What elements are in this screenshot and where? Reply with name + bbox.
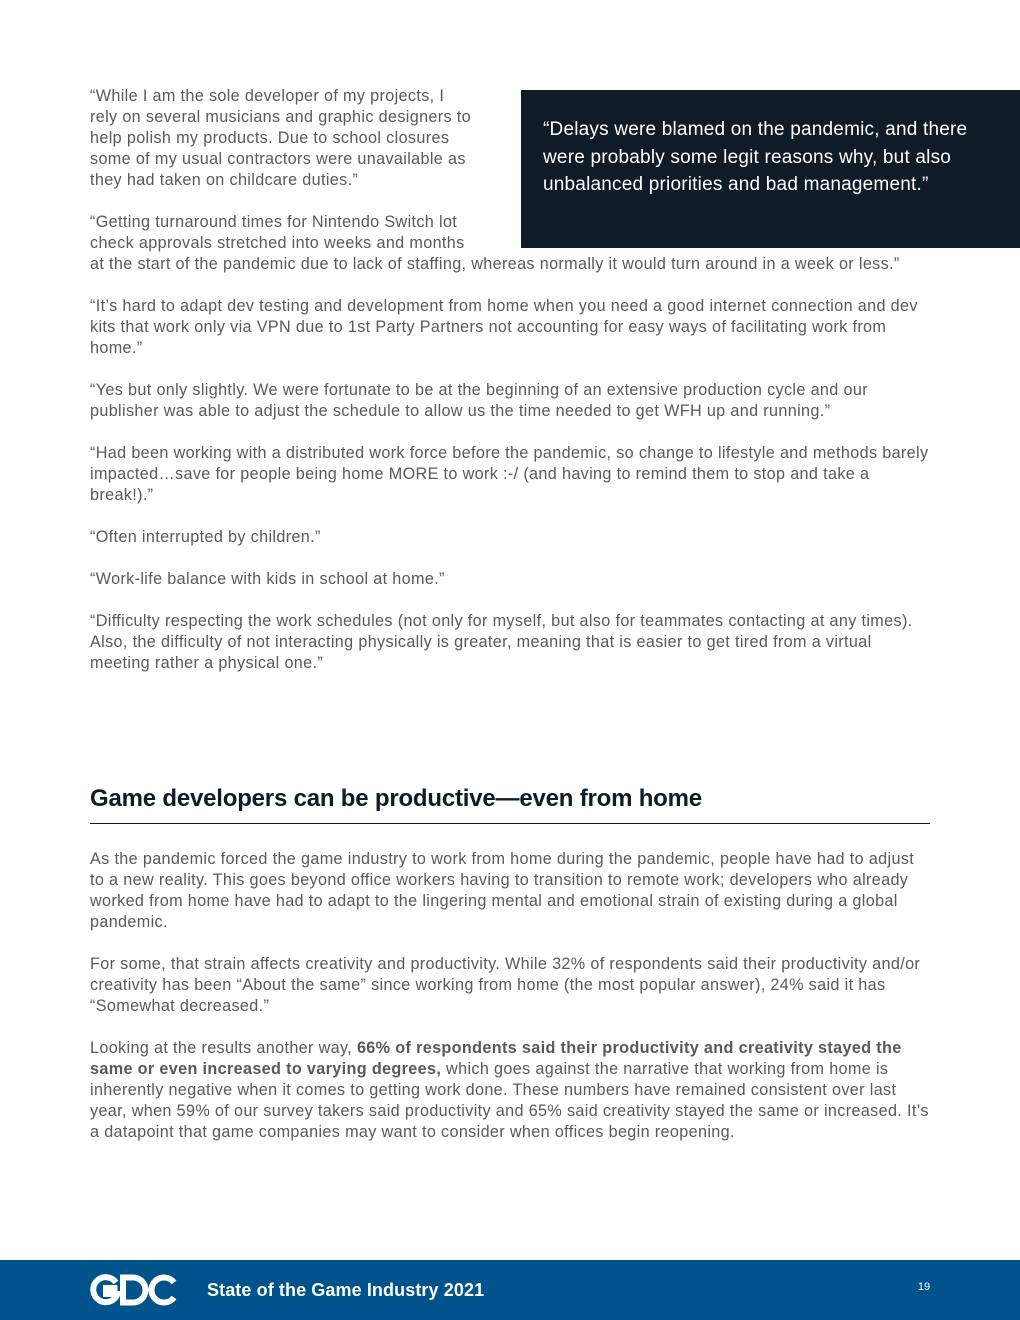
pull-quote-text: “Delays were blamed on the pandemic, and there were probably some legit reasons why, but also unbalanced priorities and bad management.” — [543, 119, 968, 195]
page-number: 19 — [917, 1281, 931, 1293]
page-footer — [0, 1260, 1020, 1320]
gdc-logo — [90, 1273, 178, 1307]
pull-quote-box — [521, 90, 1020, 248]
section-body — [90, 849, 930, 1164]
section-heading: Game developers can be productive—even from home — [90, 785, 702, 812]
report-title: State of the Game Industry 2021 — [207, 1280, 485, 1300]
quote-paragraph: “Getting turnaround times for Nintendo Switch lot check approvals stretched into weeks and months at the start of the pandemic due to lack of staffing, whereas normally it would turn around in a week or less.” — [90, 213, 900, 273]
quote-paragraph: “Work-life balance with kids in school at home.” — [90, 570, 445, 588]
section-paragraph: As the pandemic forced the game industry to work from home during the pandemic, people have had to adjust to a new reality. This goes beyond office workers having to transition to remote work; developers who already worked from home have had to adapt to the lingering mental and emotional strain of existing during a global pandemic. — [90, 850, 915, 931]
heading-divider — [90, 823, 930, 824]
quote-paragraph: “Often interrupted by children.” — [90, 528, 321, 546]
quote-paragraph: “Difficulty respecting the work schedules (not only for myself, but also for teammates contacting at any times). Also, the difficulty of not interacting physically is greater, meaning that is easier to get tired from a virtual meeting rather a physical one.” — [90, 612, 913, 672]
quote-paragraph: “While I am the sole developer of my projects, I rely on several musicians and graphic designers to help polish my products. Due to school closures some of my usual contractors were unavailable as they had taken on childcare duties.” — [90, 87, 472, 189]
quote-paragraph: “It’s hard to adapt dev testing and development from home when you need a good internet connection and dev kits that work only via VPN due to 1st Party Partners not accounting for easy ways of facilitating work from home.” — [90, 297, 918, 357]
section-paragraph: For some, that strain affects creativity and productivity. While 32% of respondents said their productivity and/or creativity has been “About the same” since working from home (the most popular answer), 24% said it has “Somewhat decreased.” — [90, 955, 921, 1015]
quote-paragraph: “Had been working with a distributed work force before the pandemic, so change to lifestyle and methods barely impacted…save for people being home MORE to work :-/ (and having to remind them to stop and take a break!).” — [90, 444, 929, 504]
paragraph-lead-text: Looking at the results another way, — [90, 1039, 357, 1057]
quotes-column — [90, 86, 968, 695]
paragraph-rest-text: which goes against the narrative that working from home is inherently negative when it comes to getting work done. These numbers have remained consistent over last year, when 59% of our survey takers said productivity and 65% said creativity stayed the same or increased. It’s a datapoint that game companies may want to consider when offices begin reopening. — [90, 1060, 929, 1141]
quote-paragraph: “Yes but only slightly. We were fortunate to be at the beginning of an extensive production cycle and our publisher was able to adjust the schedule to allow us the time needed to get WFH up and running.” — [90, 381, 868, 420]
section-paragraph — [90, 1038, 930, 1143]
highlighted-statistic: 66% of respondents said their productivity and creativity stayed the same or even increased to varying degrees, — [90, 1039, 902, 1078]
